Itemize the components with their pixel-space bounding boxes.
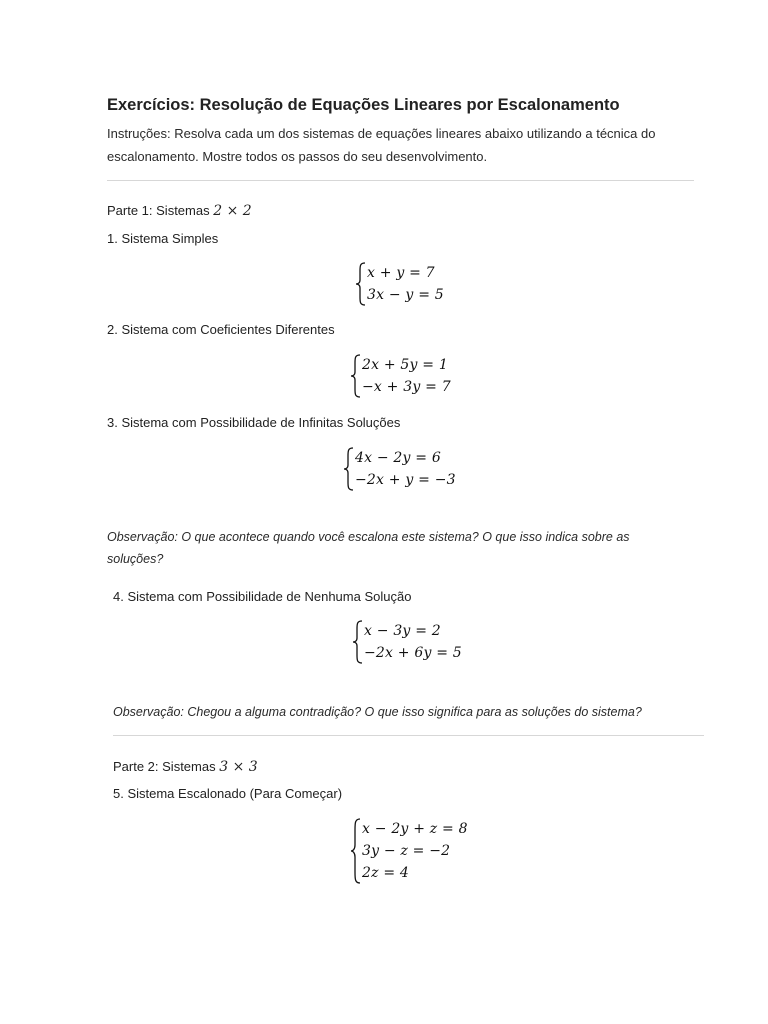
part2-label: Parte 2: Sistemas	[113, 759, 216, 774]
instructions: Instruções: Resolva cada um dos sistemas de equações lineares abaixo utilizando a técnica do escalonamento. Mostre todos os passos do seu desenvolvimento.	[107, 126, 656, 164]
left-brace-icon	[355, 262, 367, 306]
equation: −2x + y = −3	[355, 472, 456, 488]
equation: 2x + 5y = 1	[362, 357, 448, 373]
divider-top	[107, 180, 694, 181]
equation: x − 3y = 2	[364, 623, 441, 639]
exercise-2-system	[350, 354, 451, 398]
part2-heading	[113, 759, 258, 775]
exercise-4-heading: 4. Sistema com Possibilidade de Nenhuma Solução	[113, 589, 412, 604]
equation: 3x − y = 5	[367, 287, 444, 303]
exercise-3-heading: 3. Sistema com Possibilidade de Infinitas Soluções	[107, 415, 401, 430]
page-title: Exercícios: Resolução de Equações Lineares por Escalonamento	[107, 96, 620, 114]
left-brace-icon	[352, 620, 364, 664]
exercise-5-heading: 5. Sistema Escalonado (Para Começar)	[113, 786, 343, 801]
part1-label: Parte 1: Sistemas	[107, 203, 210, 218]
left-brace-icon	[350, 354, 362, 398]
left-brace-icon	[343, 447, 355, 491]
exercise-3-system	[343, 447, 456, 491]
left-brace-icon	[350, 818, 362, 884]
exercise-2-heading: 2. Sistema com Coeficientes Diferentes	[107, 322, 335, 337]
equation: 2z = 4	[362, 865, 410, 881]
exercise-1-system	[355, 262, 444, 306]
equation: 4x − 2y = 6	[355, 450, 441, 466]
part1-heading	[107, 203, 252, 219]
observation-4: Observação: Chegou a alguma contradição? O que isso significa para as soluções do sistema?	[113, 705, 642, 719]
equation: x + y = 7	[367, 265, 435, 281]
part2-dims: 3 × 3	[219, 759, 258, 775]
exercise-1-heading: 1. Sistema Simples	[107, 231, 219, 246]
divider-middle	[113, 735, 704, 736]
observation-3: Observação: O que acontece quando você escalona este sistema? O que isso indica sobre as soluções?	[107, 530, 630, 566]
equation: −x + 3y = 7	[362, 379, 451, 395]
part1-dims: 2 × 2	[213, 203, 252, 219]
equation: x − 2y + z = 8	[362, 821, 468, 837]
exercise-4-system	[352, 620, 462, 664]
equation: −2x + 6y = 5	[364, 645, 462, 661]
exercise-5-system	[350, 818, 468, 884]
equation: 3y − z = −2	[362, 843, 451, 859]
